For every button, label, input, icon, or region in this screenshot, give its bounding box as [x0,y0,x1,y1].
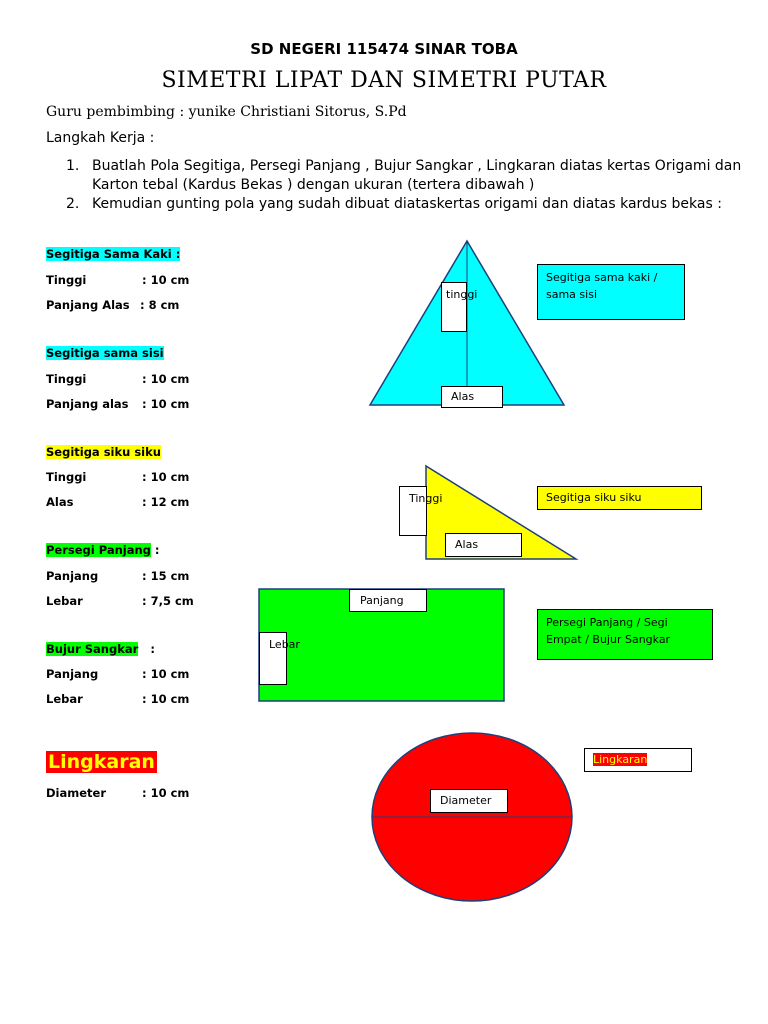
label-text: Alas [455,538,479,551]
spec-value: : 10 cm [142,397,190,411]
right-caption-box [537,486,702,510]
label-text: Alas [451,390,475,403]
spec-key: Panjang Alas [46,298,130,312]
spec-value: : 8 cm [140,298,180,312]
rect-length-label [349,589,427,612]
spec-key: Tinggi [46,372,87,386]
heading-suffix: : [138,642,155,656]
caption-text: Segitiga siku siku [546,491,642,504]
caption-text: Lingkaran [593,753,648,766]
label-text: tinggi [446,288,478,301]
teacher-line: Guru pembimbing : yunike Christiani Sitorus, S.Pd [46,104,407,120]
right-base-label [445,533,522,557]
triangle-base-label [441,386,503,408]
spec-key: Tinggi [46,470,87,484]
step-number: 2. [66,196,80,212]
triangle-caption-box [537,264,685,320]
rect-width-label [259,632,300,685]
step-text: Karton tebal (Kardus Bekas ) dengan ukuran (tertera dibawah ) [92,177,535,193]
spec-key: Alas [46,495,74,509]
label-text: Diameter [440,794,492,807]
circle-diameter-label [430,789,508,813]
spec-value: : 7,5 cm [142,594,194,608]
spec-value: : 10 cm [142,470,190,484]
spec-value: : 10 cm [142,372,190,386]
spec-key: Diameter [46,786,106,800]
page-title: SIMETRI LIPAT DAN SIMETRI PUTAR [161,68,607,93]
school-name: SD NEGERI 115474 SINAR TOBA [250,40,518,58]
step-text: Buatlah Pola Segitiga, Persegi Panjang , Bujur Sangkar , Lingkaran diatas kertas Origami dan [92,158,742,174]
heading-segitiga-sama-sisi: Segitiga sama sisi [46,346,164,360]
heading-lingkaran: Lingkaran [48,751,155,773]
spec-value: : 12 cm [142,495,190,509]
step-number: 1. [66,158,80,174]
heading-suffix: : [150,543,160,557]
caption-text: Persegi Panjang / Segi Empat / Bujur Sangkar [546,616,671,646]
spec-key: Panjang [46,667,99,681]
caption-text: Segitiga sama kaki / sama sisi [546,271,658,301]
rect-caption-box [537,609,713,660]
spec-key: Lebar [46,594,83,608]
heading-segitiga-siku-siku: Segitiga siku siku [46,445,161,459]
heading-text: Persegi Panjang [46,543,151,557]
spec-value: : 10 cm [142,786,190,800]
steps-heading: Langkah Kerja : [46,130,155,146]
spec-key: Lebar [46,692,83,706]
heading-segitiga-sama-kaki: Segitiga Sama Kaki : [46,247,181,261]
spec-key: Panjang alas [46,397,129,411]
circle-caption-box [584,748,692,772]
spec-value: : 15 cm [142,569,190,583]
spec-key: Tinggi [46,273,87,287]
spec-value: : 10 cm [142,667,190,681]
spec-key: Panjang [46,569,99,583]
label-text: Tinggi [409,492,443,505]
spec-value: : 10 cm [142,273,190,287]
step-text: Kemudian gunting pola yang sudah dibuat diataskertas origami dan diatas kardus bekas : [92,196,722,212]
label-text: Lebar [269,638,300,651]
spec-value: : 10 cm [142,692,190,706]
label-text: Panjang [360,594,404,607]
right-height-label [399,486,443,536]
heading-text: Bujur Sangkar [46,642,139,656]
triangle-height-label [441,282,478,332]
